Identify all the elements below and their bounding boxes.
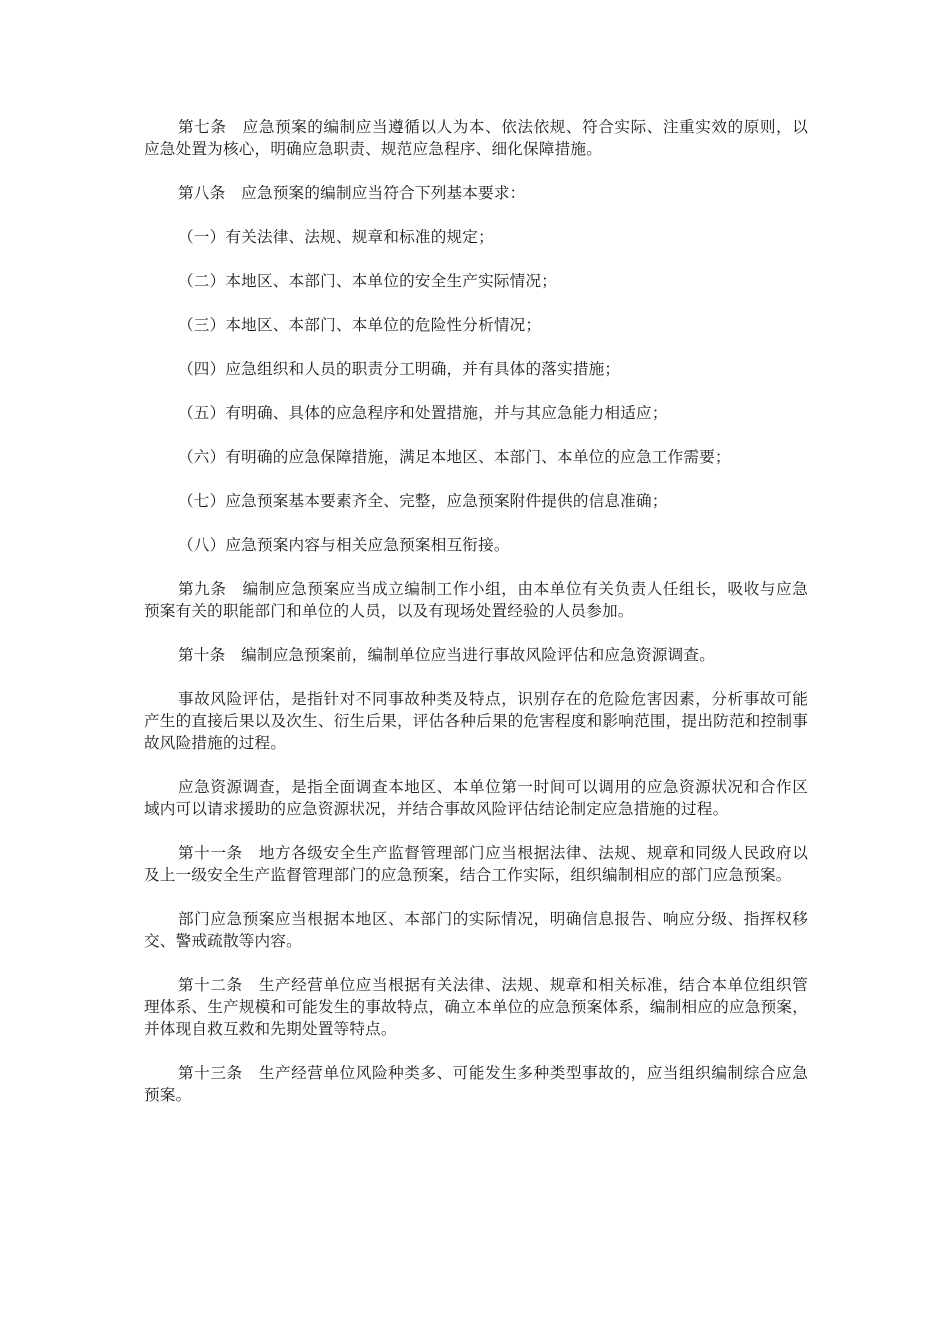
requirement-item-8: （八）应急预案内容与相关应急预案相互衔接。 xyxy=(178,536,510,554)
risk-assessment-definition: 事故风险评估，是指针对不同事故种类及特点，识别存在的危险危害因素，分析事故可能产生的直接后果以及次生、衍生后果，评估各种后果的危害程度和影响范围，提出防范和控制事故风险措施的过程。 xyxy=(144,690,808,752)
article-7: 第七条 应急预案的编制应当遵循以人为本、依法依规、符合实际、注重实效的原则，以应急处置为核心，明确应急职责、规范应急程序、细化保障措施。 xyxy=(144,118,808,158)
article-11: 第十一条 地方各级安全生产监督管理部门应当根据法律、法规、规章和同级人民政府以及上一级安全生产监督管理部门的应急预案，结合工作实际，组织编制相应的部门应急预案。 xyxy=(144,844,808,884)
resource-survey-definition: 应急资源调查，是指全面调查本地区、本单位第一时间可以调用的应急资源状况和合作区域内可以请求援助的应急资源状况，并结合事故风险评估结论制定应急措施的过程。 xyxy=(144,778,808,818)
article-9: 第九条 编制应急预案应当成立编制工作小组，由本单位有关负责人任组长，吸收与应急预案有关的职能部门和单位的人员，以及有现场处置经验的人员参加。 xyxy=(144,580,808,620)
requirement-item-6: （六）有明确的应急保障措施，满足本地区、本部门、本单位的应急工作需要； xyxy=(178,448,731,466)
requirement-item-3: （三）本地区、本部门、本单位的危险性分析情况； xyxy=(178,316,542,334)
requirement-item-4: （四）应急组织和人员的职责分工明确，并有具体的落实措施； xyxy=(178,360,621,378)
article-13: 第十三条 生产经营单位风险种类多、可能发生多种类型事故的，应当组织编制综合应急预案。 xyxy=(144,1064,808,1104)
department-plan-content: 部门应急预案应当根据本地区、本部门的实际情况，明确信息报告、响应分级、指挥权移交、警戒疏散等内容。 xyxy=(144,910,808,950)
article-10: 第十条 编制应急预案前，编制单位应当进行事故风险评估和应急资源调查。 xyxy=(178,646,715,664)
requirement-item-5: （五）有明确、具体的应急程序和处置措施，并与其应急能力相适应； xyxy=(178,404,668,422)
requirement-item-1: （一）有关法律、法规、规章和标准的规定； xyxy=(178,228,494,246)
document-page xyxy=(144,116,808,1128)
requirement-item-2: （二）本地区、本部门、本单位的安全生产实际情况； xyxy=(178,272,558,290)
article-8: 第八条 应急预案的编制应当符合下列基本要求： xyxy=(178,184,526,202)
requirement-item-7: （七）应急预案基本要素齐全、完整，应急预案附件提供的信息准确； xyxy=(178,492,668,510)
article-12: 第十二条 生产经营单位应当根据有关法律、法规、规章和相关标准，结合本单位组织管理体系、生产规模和可能发生的事故特点，确立本单位的应急预案体系，编制相应的应急预案，并体现自救互救和先期处置等特点。 xyxy=(144,976,808,1038)
